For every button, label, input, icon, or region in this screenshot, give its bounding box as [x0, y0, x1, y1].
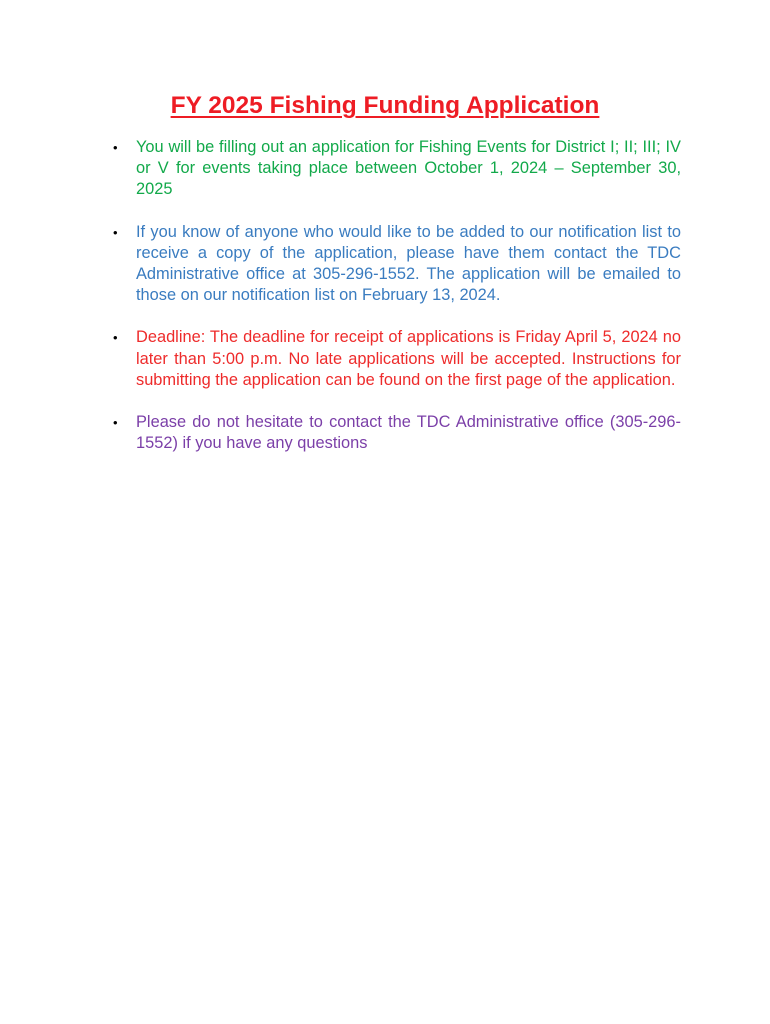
- bullet-icon: •: [113, 140, 118, 155]
- document-title: FY 2025 Fishing Funding Application: [170, 92, 600, 119]
- bullet-text: You will be filling out an application for Fishing Events for District I; II; III; IV or V for events taking place between October 1, 2024 – September 30, 2025: [136, 138, 681, 199]
- bullet-item-contact: [113, 412, 681, 454]
- bullet-icon: •: [113, 330, 118, 346]
- bullet-text: Deadline: The deadline for receipt of applications is Friday April 5, 2024 no later than 5:00 p.m. No late applications will be accepted. Instructions for submitting the application can be found on the first page of the application.: [136, 328, 681, 389]
- bullet-icon: •: [113, 415, 118, 431]
- bullet-list: [0, 137, 770, 454]
- bullet-item-event-dates: [113, 137, 681, 201]
- bullet-item-notification-list: [113, 222, 681, 307]
- bullet-item-deadline: [113, 327, 681, 391]
- bullet-text: Please do not hesitate to contact the TDC Administrative office (305-296-1552) if you have any questions: [136, 413, 681, 453]
- bullet-text: If you know of anyone who would like to be added to our notification list to receive a copy of the application, please have them contact the TDC Administrative office at 305-296-1552. The application will be emailed to those on our notification list on February 13, 2024.: [136, 222, 681, 305]
- bullet-icon: •: [113, 224, 118, 240]
